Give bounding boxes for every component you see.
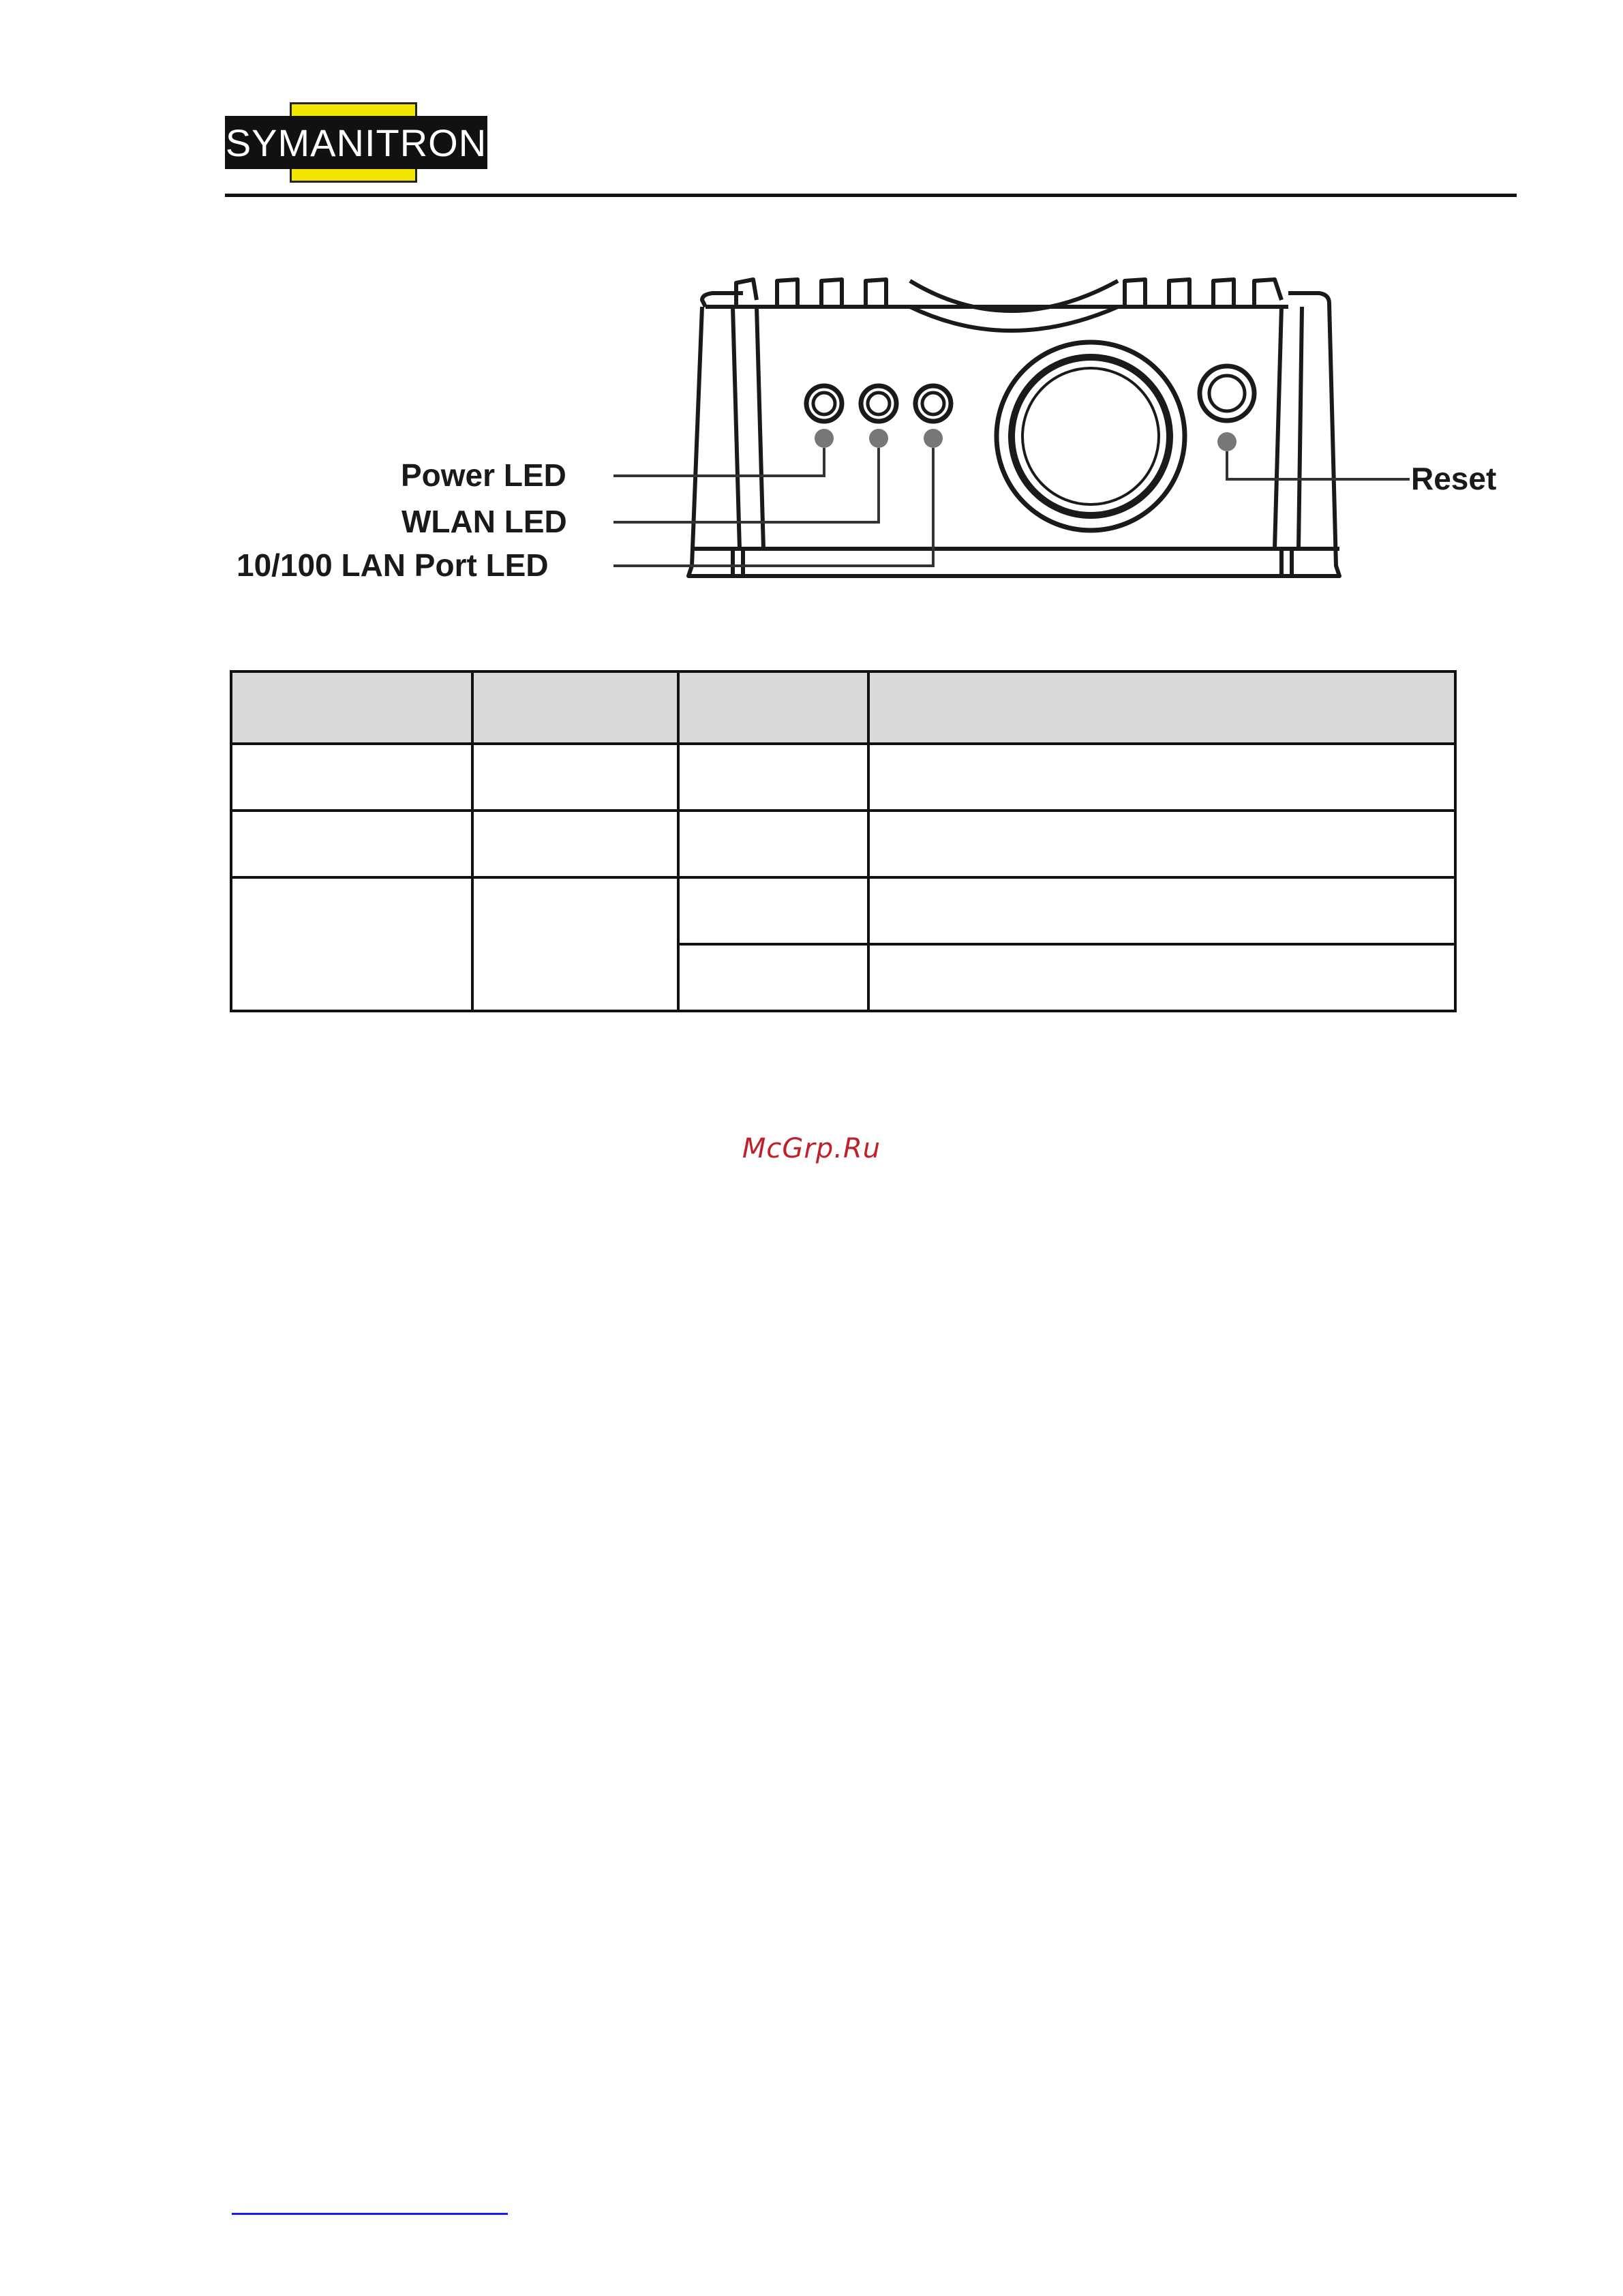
- led-status-table: [230, 670, 1457, 1012]
- table-cell: [231, 744, 472, 811]
- lan-led-dot: [924, 429, 943, 448]
- table-cell: [472, 811, 678, 877]
- lan-port-led-label: 10/100 LAN Port LED: [237, 547, 549, 583]
- header-cell: [472, 671, 678, 744]
- watermark-text: McGrp.Ru: [742, 1133, 881, 1164]
- table-cell: [231, 811, 472, 877]
- header-cell: [868, 671, 1455, 744]
- table-cell: [678, 944, 868, 1011]
- table-row: [231, 811, 1455, 877]
- table-cell: [678, 811, 868, 877]
- power-led-dot: [815, 429, 834, 448]
- header-cell: [231, 671, 472, 744]
- footer-link-underline[interactable]: [232, 2213, 508, 2215]
- table-cell: [868, 944, 1455, 1011]
- device-diagram: [0, 0, 1623, 614]
- reset-label: Reset: [1411, 461, 1497, 496]
- table-header-row: [231, 671, 1455, 744]
- power-led-label: Power LED: [401, 457, 566, 493]
- table-cell: [678, 744, 868, 811]
- table-cell-merged: [231, 877, 472, 1011]
- table-cell: [868, 744, 1455, 811]
- table-row: [231, 877, 1455, 944]
- table-cell-merged: [472, 877, 678, 1011]
- wlan-led-dot: [869, 429, 888, 448]
- table-cell: [678, 877, 868, 944]
- header-cell: [678, 671, 868, 744]
- table-row: [231, 744, 1455, 811]
- table-cell: [868, 811, 1455, 877]
- table-cell: [472, 744, 678, 811]
- logo-text: SYMANITRON: [225, 121, 487, 164]
- wlan-led-label: WLAN LED: [401, 504, 567, 539]
- reset-dot: [1217, 432, 1237, 451]
- table-cell: [868, 877, 1455, 944]
- device-front-panel-illustration: [0, 0, 1623, 614]
